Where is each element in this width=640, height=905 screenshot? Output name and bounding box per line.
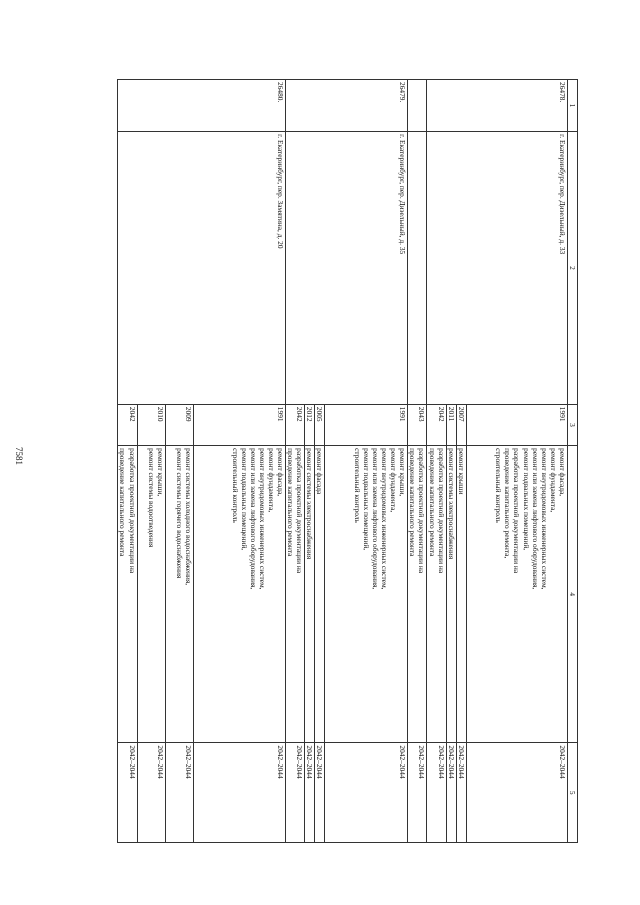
rotated-table-container <box>80 79 578 843</box>
row-number <box>408 80 427 132</box>
work-line: проведение капитального ремонта <box>427 448 437 557</box>
work-line: ремонт системы электроснабжения <box>446 448 456 560</box>
row-works <box>427 446 446 743</box>
row-works <box>466 446 567 743</box>
header-row <box>567 80 577 843</box>
work-line: разработка проектной документации на <box>512 448 522 574</box>
work-line: ремонт системы холодного водоснабжения, <box>184 448 194 586</box>
table-row <box>325 80 408 843</box>
table-row <box>194 80 286 843</box>
work-line: разработка проектной документации на <box>436 448 446 574</box>
row-works <box>325 446 408 743</box>
header-col-4: 4 <box>567 446 577 743</box>
row-period: 2042–2044 <box>456 743 466 843</box>
row-number: 26480. <box>118 80 286 132</box>
row-works <box>305 446 315 743</box>
row-period: 2042–2044 <box>305 743 315 843</box>
repair-schedule-table <box>117 79 578 843</box>
work-line: ремонт фундамента, <box>267 448 276 513</box>
work-line: ремонт подвальных помещений, <box>361 448 371 551</box>
row-address: г. Екатеринбург, пер. Замятина, д. 20 <box>118 132 286 405</box>
row-year: 2010 <box>137 404 165 445</box>
row-period: 2042–2044 <box>427 743 446 843</box>
row-year: 2011 <box>446 404 456 445</box>
row-works <box>456 446 466 743</box>
row-period: 2042–2044 <box>466 743 567 843</box>
row-number: 26479. <box>286 80 408 132</box>
row-year: 1991 <box>194 404 286 445</box>
work-line: ремонт подвальных помещений, <box>521 448 531 551</box>
work-line: ремонт или замена лифтового оборудования, <box>371 448 381 590</box>
row-year: 2042 <box>286 404 305 445</box>
table-body <box>118 80 568 843</box>
row-year: 2042 <box>427 404 446 445</box>
row-address <box>408 132 427 405</box>
page-number: 7581 <box>14 447 24 465</box>
row-works <box>408 446 427 743</box>
work-line: проведение капитального ремонта <box>118 448 128 557</box>
work-line: строительный контроль <box>352 448 362 523</box>
work-line: ремонт крыши, <box>398 448 408 497</box>
work-line: ремонт фасада <box>315 448 325 495</box>
table-row <box>466 80 567 843</box>
row-period: 2042–2044 <box>446 743 456 843</box>
work-line: ремонт системы электроснабжения <box>305 448 315 560</box>
row-works <box>286 446 305 743</box>
row-period: 2042–2044 <box>165 743 193 843</box>
work-line: ремонт фундамента, <box>389 448 399 513</box>
work-line: разработка проектной документации на <box>127 448 137 574</box>
work-line: проведение капитального ремонта <box>286 448 296 557</box>
row-period: 2042–2044 <box>137 743 165 843</box>
row-works <box>315 446 325 743</box>
row-address: г. Екатеринбург, пер. Дизельный, д. 33 <box>427 132 567 405</box>
header-col-3: 3 <box>567 404 577 445</box>
row-period: 2042–2044 <box>315 743 325 843</box>
table-row <box>408 80 427 843</box>
work-line: проведение капитального ремонта, <box>503 448 513 559</box>
work-line: строительный контроль <box>494 448 504 523</box>
work-line: ремонт или замена лифтового оборудования, <box>248 448 258 590</box>
row-year: 1991 <box>325 404 408 445</box>
row-year: 2007 <box>456 404 466 445</box>
work-line: ремонт внутридомовых инженерных систем, <box>257 448 267 590</box>
work-line: ремонт или замена лифтового оборудования, <box>530 448 540 590</box>
row-year: 2009 <box>165 404 193 445</box>
work-line: разработка проектной документации на <box>417 448 427 574</box>
work-line: ремонт системы горячего водоснабжения <box>175 448 185 579</box>
row-works <box>446 446 456 743</box>
work-line: ремонт крыши, <box>155 448 165 497</box>
work-line: строительный контроль <box>230 448 240 523</box>
work-line: ремонт подвальных помещений, <box>239 448 249 551</box>
row-works <box>165 446 193 743</box>
row-works <box>194 446 286 743</box>
row-year: 1991 <box>466 404 567 445</box>
row-period: 2042–2044 <box>194 743 286 843</box>
row-address: г. Екатеринбург, пер. Дизельный, д. 35 <box>286 132 408 405</box>
row-period: 2042–2044 <box>408 743 427 843</box>
row-period: 2042–2044 <box>325 743 408 843</box>
row-works <box>137 446 165 743</box>
work-line: ремонт системы водоотведения <box>146 448 156 548</box>
header-col-2: 2 <box>567 132 577 405</box>
row-year: 2005 <box>315 404 325 445</box>
work-line: ремонт фасада, <box>276 448 286 497</box>
row-number: 26478. <box>427 80 567 132</box>
row-year: 2043 <box>408 404 427 445</box>
work-line: проведение капитального ремонта <box>408 448 418 557</box>
work-line: ремонт фасада, <box>557 448 567 497</box>
row-works <box>118 446 137 743</box>
work-line: ремонт внутридомовых инженерных систем, <box>539 448 549 590</box>
work-line: ремонт фундамента, <box>548 448 558 513</box>
row-period: 2042–2044 <box>286 743 305 843</box>
row-year: 2012 <box>305 404 315 445</box>
work-line: разработка проектной документации на <box>295 448 305 574</box>
work-line: ремонт крыши <box>456 448 466 495</box>
work-line: ремонт внутридомовых инженерных систем, <box>380 448 390 590</box>
row-year: 2042 <box>118 404 137 445</box>
header-col-5: 5 <box>567 743 577 843</box>
header-col-1: 1 <box>567 80 577 132</box>
row-period: 2042–2044 <box>118 743 137 843</box>
